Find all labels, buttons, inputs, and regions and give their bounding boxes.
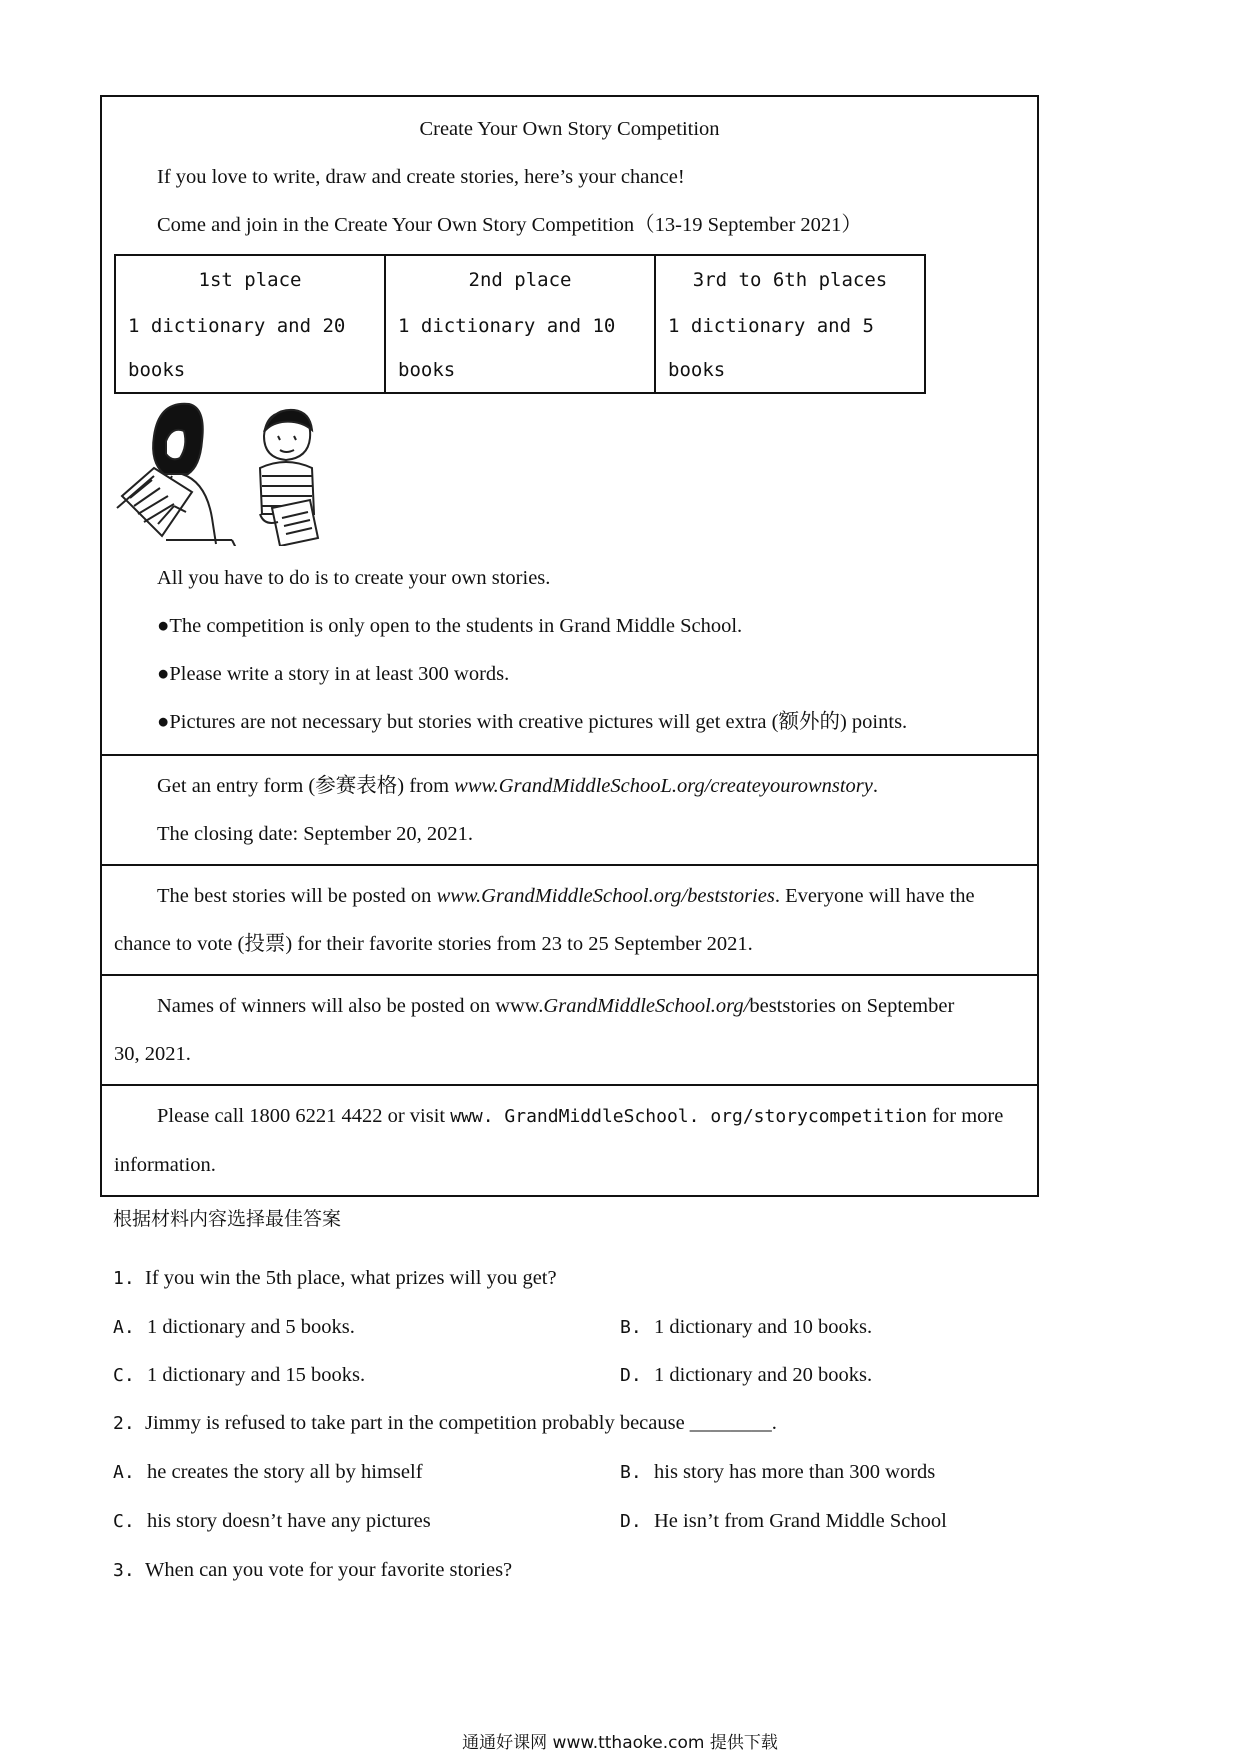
option-text: 1 dictionary and 5 books. [147, 1316, 355, 1338]
option-1a[interactable] [113, 1303, 355, 1352]
option-1d[interactable] [620, 1351, 872, 1400]
option-text: He isn’t from Grand Middle School [654, 1510, 947, 1532]
best-stories-section [102, 864, 1037, 968]
option-text: 1 dictionary and 10 books. [654, 1316, 873, 1338]
prize-value: 1 dictionary and 10 books [398, 315, 616, 381]
entry-suffix: . [872, 775, 879, 797]
option-letter: B. [620, 1462, 642, 1483]
option-text: 1 dictionary and 15 books. [147, 1364, 366, 1386]
option-letter: A. [113, 1462, 135, 1483]
best-suffix: . Everyone will have the [774, 885, 975, 907]
prize-cell-2 [385, 255, 655, 393]
call-prefix: Please call 1800 6221 4422 or visit [157, 1105, 451, 1127]
rule-item: ●Please write a story in at least 300 words. [157, 663, 510, 685]
entry-url-link[interactable]: www.GrandMiddleSchooL.org/createyourownstory [454, 775, 873, 797]
call-line-2: information. [114, 1154, 216, 1176]
instruction: 根据材料内容选择最佳答案 [113, 1208, 342, 1230]
call-line-1 [102, 1092, 1037, 1141]
contact-section [102, 1084, 1037, 1189]
best-line-1 [102, 872, 1037, 920]
winners-prefix: Names of winners will also be posted on www. [157, 995, 544, 1017]
notice-box [100, 95, 1039, 1197]
question-1 [113, 1254, 557, 1303]
prize-value: 1 dictionary and 5 books [668, 315, 874, 381]
rule-item: ●The competition is only open to the students in Grand Middle School. [157, 615, 743, 637]
notice-intro: If you love to write, draw and create stories, here’s your chance! [157, 166, 685, 188]
children-writing-illustration [114, 396, 354, 546]
winners-url-link[interactable]: GrandMiddleSchool.org/ [543, 995, 750, 1017]
best-url-link[interactable]: www.GrandMiddleSchool.org/beststories [436, 885, 775, 907]
winners-suffix: beststories on September [749, 995, 955, 1017]
question-number: 2. [113, 1413, 135, 1434]
question-text: Jimmy is refused to take part in the competition probably because ________. [145, 1412, 777, 1434]
question-number: 3. [113, 1560, 135, 1581]
prize-cell-3 [655, 255, 925, 393]
option-1c[interactable] [113, 1351, 365, 1400]
winners-section [102, 974, 1037, 1078]
option-letter: D. [620, 1511, 642, 1532]
prize-place: 3rd to 6th places [692, 269, 888, 291]
notice-title: Create Your Own Story Competition [419, 118, 720, 140]
prize-place: 2nd place [468, 269, 572, 291]
best-line-2: chance to vote (投票) for their favorite stories from 23 to 25 September 2021. [114, 933, 753, 955]
option-letter: D. [620, 1365, 642, 1386]
option-letter: C. [113, 1365, 135, 1386]
prize-place: 1st place [198, 269, 302, 291]
option-letter: A. [113, 1317, 135, 1338]
notice-task: All you have to do is to create your own stories. [157, 567, 551, 589]
option-letter: C. [113, 1511, 135, 1532]
prize-table [114, 254, 926, 394]
winners-line-1 [102, 982, 1037, 1030]
prize-value: 1 dictionary and 20 books [128, 315, 346, 381]
question-text: When can you vote for your favorite stories? [145, 1559, 513, 1581]
option-2d[interactable] [620, 1497, 947, 1546]
question-text: If you win the 5th place, what prizes will you get? [145, 1267, 557, 1289]
option-text: 1 dictionary and 20 books. [654, 1364, 873, 1386]
winners-line-2: 30, 2021. [114, 1043, 191, 1065]
page-footer: 通通好课网 www.tthaoke.com 提供下载 [462, 1733, 778, 1753]
option-letter: B. [620, 1317, 642, 1338]
entry-prefix: Get an entry form (参赛表格) from [157, 775, 455, 797]
option-2c[interactable] [113, 1497, 431, 1546]
call-suffix: for more [927, 1105, 1004, 1127]
notice-intro-section [102, 105, 1037, 746]
prize-cell-1 [115, 255, 385, 393]
option-2a[interactable] [113, 1448, 423, 1497]
option-2b[interactable] [620, 1448, 935, 1497]
closing-date: The closing date: September 20, 2021. [157, 823, 473, 845]
question-number: 1. [113, 1268, 135, 1289]
option-text: his story has more than 300 words [654, 1461, 936, 1483]
option-text: his story doesn’t have any pictures [147, 1510, 431, 1532]
illustration-area [102, 394, 1037, 554]
best-prefix: The best stories will be posted on [157, 885, 437, 907]
question-2 [113, 1399, 777, 1448]
option-text: he creates the story all by himself [147, 1461, 423, 1483]
entry-section [102, 754, 1037, 858]
call-url-link[interactable]: www. GrandMiddleSchool. org/storycompetition [450, 1106, 928, 1127]
question-3 [113, 1546, 512, 1595]
rule-item: ●Pictures are not necessary but stories with creative pictures will get extra (额外的) points. [157, 711, 908, 733]
entry-line [102, 762, 1037, 810]
notice-join: Come and join in the Create Your Own Story Competition（13-19 September 2021） [157, 214, 862, 236]
option-1b[interactable] [620, 1303, 872, 1352]
